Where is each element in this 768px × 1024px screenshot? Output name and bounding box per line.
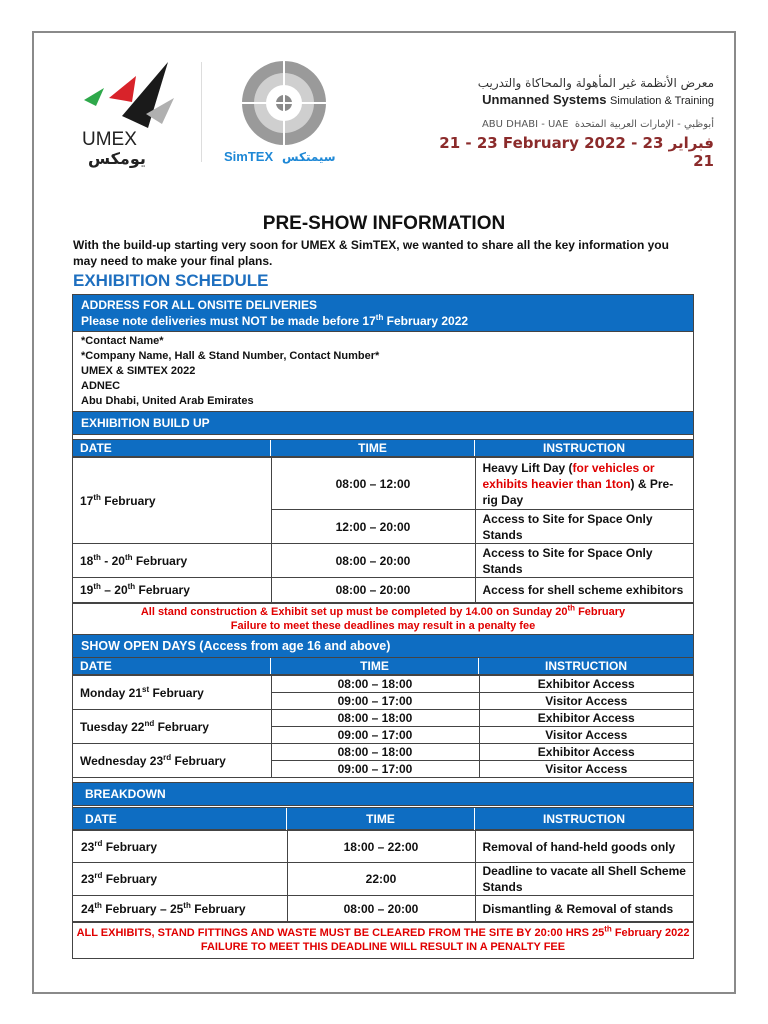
time-cell: 08:00 – 12:00 (271, 458, 475, 510)
simtex-logo (224, 58, 354, 168)
date-day: Monday 21 (80, 685, 143, 700)
open-days-table (73, 675, 693, 778)
note-sup: th (604, 924, 612, 934)
breakdown-bar: BREAKDOWN (73, 783, 693, 806)
instruction-cell: Visitor Access (479, 727, 693, 744)
breakdown-table (73, 830, 693, 922)
date-sup: rd (94, 838, 103, 848)
umex-wordmark: UMEX (82, 129, 137, 150)
instr-pre: Heavy Lift Day ( (482, 460, 573, 475)
col-time: TIME (271, 658, 479, 674)
note-post: February 2022 (611, 927, 690, 939)
build-up-table (73, 457, 693, 603)
instr-red: for vehicles or exhibits heavier than 1ton (482, 460, 655, 491)
date-month: February (102, 872, 158, 886)
umex-logo (74, 58, 184, 168)
date-month: February (154, 719, 209, 734)
english-event-title (414, 92, 714, 107)
open-date (73, 710, 271, 744)
note-pre: ALL EXHIBITS, STAND FITTINGS AND WASTE MUST BE CLEARED FROM THE SITE BY 20:00 HRS 25 (76, 927, 605, 939)
instruction-cell: Deadline to vacate all Shell Scheme Stands (475, 863, 693, 896)
instruction-cell: Exhibitor Access (479, 744, 693, 761)
build-up-header (73, 440, 693, 457)
col-instruction: INSTRUCTION (543, 441, 625, 455)
time-cell: 09:00 – 17:00 (271, 727, 479, 744)
table-row (73, 863, 693, 896)
time-cell: 22:00 (287, 863, 475, 896)
instruction-cell: Access to Site for Space Only Stands (475, 544, 693, 578)
time-cell: 08:00 – 18:00 (271, 744, 479, 761)
col-date: DATE (73, 658, 271, 674)
date-month: February (171, 753, 226, 768)
date-sup: th (94, 900, 102, 910)
date-month: February (100, 493, 156, 508)
col-date: DATE (73, 440, 271, 456)
address-line: *Contact Name* (81, 335, 164, 347)
address-line: Abu Dhabi, United Arab Emirates (81, 395, 254, 407)
date-sup: th (127, 582, 136, 591)
table-row (73, 458, 693, 510)
date-sup: th (93, 582, 101, 591)
time-cell: 08:00 – 20:00 (287, 896, 475, 922)
date-sup: rd (163, 752, 172, 762)
instruction-cell: Access for shell scheme exhibitors (475, 578, 693, 603)
table-row (73, 578, 693, 603)
event-header (414, 76, 714, 170)
instruction-cell: Dismantling & Removal of stands (475, 896, 693, 922)
time-cell: 09:00 – 17:00 (271, 761, 479, 778)
event-title-sub: Simulation & Training (610, 95, 714, 107)
table-row (73, 676, 693, 693)
instruction-cell: Visitor Access (479, 693, 693, 710)
instruction-cell: Removal of hand-held goods only (475, 831, 693, 863)
open-date (73, 676, 271, 710)
logo-divider (201, 62, 202, 162)
table-row (73, 544, 693, 578)
note-line: Failure to meet these deadlines may result in a penalty fee (230, 620, 536, 632)
address-bar-title: ADDRESS FOR ALL ONSITE DELIVERIES (81, 298, 318, 312)
build-date (73, 544, 271, 578)
location-ar: أبوظبي - الإمارات العربية المتحدة (574, 119, 714, 130)
instruction-cell: Visitor Access (479, 761, 693, 778)
address-note-post: February 2022 (383, 314, 469, 328)
date-sup: st (142, 684, 150, 694)
date-sup: nd (144, 718, 155, 728)
breakdown-header (73, 808, 693, 830)
build-up-deadline-note (73, 603, 693, 635)
simtex-arabic-wordmark: سيمتكس (282, 150, 336, 164)
time-cell: 09:00 – 17:00 (271, 693, 479, 710)
address-line: ADNEC (81, 380, 121, 392)
breakdown-date (73, 863, 287, 896)
instruction-cell (475, 458, 693, 510)
open-days-header (73, 658, 693, 675)
date-month: February (102, 839, 158, 854)
col-time: TIME (271, 440, 475, 456)
build-up-bar: EXHIBITION BUILD UP (73, 412, 693, 435)
note-line: FAILURE TO MEET THIS DEADLINE WILL RESULT IN A PENALTY FEE (200, 941, 566, 953)
date-mid: February – 25 (101, 901, 184, 916)
umex-arabic-wordmark: يومكس (88, 149, 146, 168)
open-days-bar: SHOW OPEN DAYS (Access from age 16 and above) (73, 635, 693, 658)
note-line (73, 926, 693, 940)
delivery-address (73, 332, 693, 412)
table-row (73, 831, 693, 863)
event-dates: 21 - 23 February 2022 فبراير 23 - 21 (439, 134, 714, 170)
breakdown-deadline-note (73, 922, 693, 958)
note-sup: th (567, 603, 576, 613)
header-logos (74, 58, 714, 178)
breakdown-date (73, 896, 287, 922)
time-cell: 08:00 – 20:00 (271, 544, 475, 578)
note-line (73, 605, 693, 619)
time-cell: 18:00 – 22:00 (287, 831, 475, 863)
section-title: EXHIBITION SCHEDULE (73, 271, 269, 290)
address-line: *Company Name, Hall & Stand Number, Contact Number* (81, 350, 380, 362)
breakdown-date (73, 831, 287, 863)
time-cell: 08:00 – 18:00 (271, 676, 479, 693)
instruction-cell: Exhibitor Access (479, 676, 693, 693)
date-day: 24 (81, 901, 95, 916)
col-instruction: INSTRUCTION (545, 659, 627, 673)
date-sup: th (183, 900, 191, 910)
col-instruction: INSTRUCTION (543, 812, 625, 826)
date-sup: rd (94, 871, 103, 880)
page-title: PRE-SHOW INFORMATION (262, 213, 506, 234)
open-date (73, 744, 271, 778)
date-day: Tuesday 22 (80, 719, 145, 734)
schedule-table (72, 294, 694, 959)
date-sup: th (124, 552, 133, 562)
date-day: 19 (80, 583, 94, 597)
col-date: DATE (73, 808, 287, 830)
date-day: 23 (81, 872, 95, 886)
location-en: ABU DHABI - UAE (481, 119, 569, 130)
date-day: Wednesday 23 (80, 753, 164, 768)
col-time: TIME (287, 808, 475, 830)
time-cell: 08:00 – 18:00 (271, 710, 479, 727)
address-bar (73, 295, 693, 332)
date-sup: th (93, 552, 101, 562)
date-month: February (149, 685, 204, 700)
address-line: UMEX & SIMTEX 2022 (81, 365, 196, 377)
simtex-wordmark: SimTEX (224, 149, 274, 164)
event-title-main: Unmanned Systems (482, 92, 607, 107)
date-month: February (132, 553, 188, 568)
time-cell: 12:00 – 20:00 (271, 510, 475, 544)
date-month: February (190, 901, 246, 916)
date-sup: th (93, 492, 101, 502)
table-row (73, 744, 693, 761)
address-note-pre: Please note deliveries must NOT be made before 17 (81, 314, 376, 328)
table-row (73, 896, 693, 922)
arabic-event-title: معرض الأنظمة غير المأهولة والمحاكاة والتدريب (477, 76, 714, 90)
instr-post: ) & Pre-rig Day (482, 476, 674, 507)
note-pre: All stand construction & Exhibit set up must be completed by 14.00 on Sunday 20 (140, 606, 568, 618)
address-note-sup: th (375, 313, 384, 322)
build-date (73, 578, 271, 603)
date-day: 18 (80, 553, 94, 568)
build-date (73, 458, 271, 544)
time-cell: 08:00 – 20:00 (271, 578, 475, 603)
date-day: 23 (81, 839, 95, 854)
instruction-cell: Exhibitor Access (479, 710, 693, 727)
address-bar-note (81, 313, 685, 329)
date-month: February (135, 583, 190, 597)
intro-paragraph: With the build-up starting very soon for UMEX & SimTEX, we wanted to share all the key information you may need to make your final plans. (73, 238, 669, 268)
date-mid: – 20 (100, 583, 128, 597)
date-mid: - 20 (100, 553, 125, 568)
table-row (73, 710, 693, 727)
instruction-cell: Access to Site for Space Only Stands (475, 510, 693, 544)
date-day: 17 (80, 493, 94, 508)
event-location (414, 119, 714, 130)
note-post: February (575, 606, 626, 618)
